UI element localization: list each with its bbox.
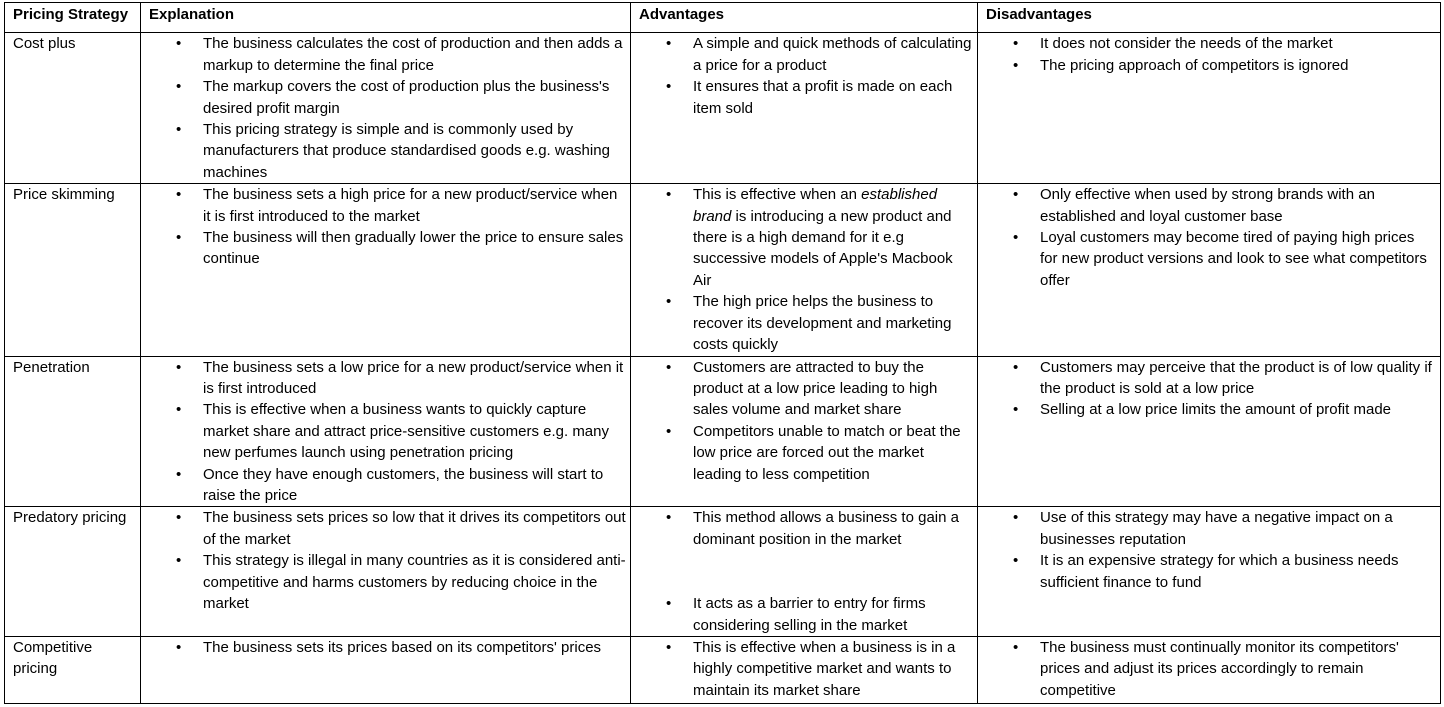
header-advantages: Advantages xyxy=(631,3,978,33)
list-item: • The high price helps the business to recover its development and marketing costs quickly xyxy=(639,291,973,355)
explanation-cell xyxy=(141,33,631,184)
disadvantages-cell xyxy=(978,636,1441,703)
disadvantages-cell xyxy=(978,356,1441,507)
list-item: • Only effective when used by strong brands with an established and loyal customer base xyxy=(986,184,1436,227)
pricing-strategy-table xyxy=(4,2,1441,704)
list-item: • Selling at a low price limits the amount of profit made xyxy=(986,399,1436,420)
list-item: • It does not consider the needs of the market xyxy=(986,33,1436,54)
table-row xyxy=(5,356,1441,507)
emphasized-text: established brand xyxy=(693,186,938,225)
table-row xyxy=(5,184,1441,356)
list-item: • This is effective when a business wants to quickly capture market share and attract price-sensitive customers e.g. many new perfumes launch using penetration pricing xyxy=(149,399,626,463)
list-item: • The business must continually monitor its competitors' prices and adjust its prices accordingly to remain competitive xyxy=(986,637,1436,701)
disadvantages-cell xyxy=(978,507,1441,637)
strategy-name: Competitive pricing xyxy=(5,636,141,703)
list-item: • It ensures that a profit is made on each item sold xyxy=(639,76,973,119)
advantages-cell xyxy=(631,636,978,703)
list-item: • Competitors unable to match or beat the low price are forced out the market leading to less competition xyxy=(639,421,973,485)
list-item: • This pricing strategy is simple and is commonly used by manufacturers that produce standardised goods e.g. washing machines xyxy=(149,119,626,183)
strategy-name: Predatory pricing xyxy=(5,507,141,637)
advantages-cell xyxy=(631,356,978,507)
disadvantages-cell xyxy=(978,184,1441,356)
advantages-cell xyxy=(631,507,978,637)
list-item: • This method allows a business to gain a dominant position in the market xyxy=(639,507,973,550)
strategy-name: Cost plus xyxy=(5,33,141,184)
list-item: • Once they have enough customers, the business will start to raise the price xyxy=(149,464,626,507)
table-row xyxy=(5,507,1441,637)
list-item: • It is an expensive strategy for which a business needs sufficient finance to fund xyxy=(986,550,1436,593)
list-item: • The business sets a low price for a new product/service when it is first introduced xyxy=(149,357,626,400)
strategy-name: Price skimming xyxy=(5,184,141,356)
table-row xyxy=(5,33,1441,184)
list-item xyxy=(639,184,973,291)
advantages-cell xyxy=(631,33,978,184)
list-item: • This strategy is illegal in many countries as it is considered anti-competitive and harms customers by reducing choice in the market xyxy=(149,550,626,614)
list-item: • This is effective when a business is in a highly competitive market and wants to maintain its market share xyxy=(639,637,973,701)
list-item: • The business sets its prices based on its competitors' prices xyxy=(149,637,626,658)
explanation-cell xyxy=(141,184,631,356)
header-pricing-strategy: Pricing Strategy xyxy=(5,3,141,33)
list-item: • The business sets a high price for a new product/service when it is first introduced to the market xyxy=(149,184,626,227)
text-fragment: is introducing a new product and there is a high demand for it e.g successive models of Apple's Macbook Air xyxy=(693,207,953,289)
spacer xyxy=(639,550,973,593)
explanation-cell xyxy=(141,356,631,507)
list-item: • Use of this strategy may have a negative impact on a businesses reputation xyxy=(986,507,1436,550)
text-fragment: This is effective when an xyxy=(693,186,862,204)
advantages-cell xyxy=(631,184,978,356)
list-item: • The business calculates the cost of production and then adds a markup to determine the final price xyxy=(149,33,626,76)
explanation-cell xyxy=(141,507,631,637)
explanation-cell xyxy=(141,636,631,703)
disadvantages-cell xyxy=(978,33,1441,184)
strategy-name: Penetration xyxy=(5,356,141,507)
table-row xyxy=(5,636,1441,703)
list-item: • Customers may perceive that the product is of low quality if the product is sold at a low price xyxy=(986,357,1436,400)
list-item: • A simple and quick methods of calculating a price for a product xyxy=(639,33,973,76)
header-disadvantages: Disadvantages xyxy=(978,3,1441,33)
list-item: • It acts as a barrier to entry for firms considering selling in the market xyxy=(639,593,973,636)
list-item: • The business will then gradually lower the price to ensure sales continue xyxy=(149,227,626,270)
header-explanation: Explanation xyxy=(141,3,631,33)
list-item: • Customers are attracted to buy the product at a low price leading to high sales volume and market share xyxy=(639,357,973,421)
list-item: • Loyal customers may become tired of paying high prices for new product versions and look to see what competitors offer xyxy=(986,227,1436,291)
list-item: • The markup covers the cost of production plus the business's desired profit margin xyxy=(149,76,626,119)
table-header-row xyxy=(5,3,1441,33)
list-item: • The business sets prices so low that it drives its competitors out of the market xyxy=(149,507,626,550)
list-item: • The pricing approach of competitors is ignored xyxy=(986,55,1436,76)
